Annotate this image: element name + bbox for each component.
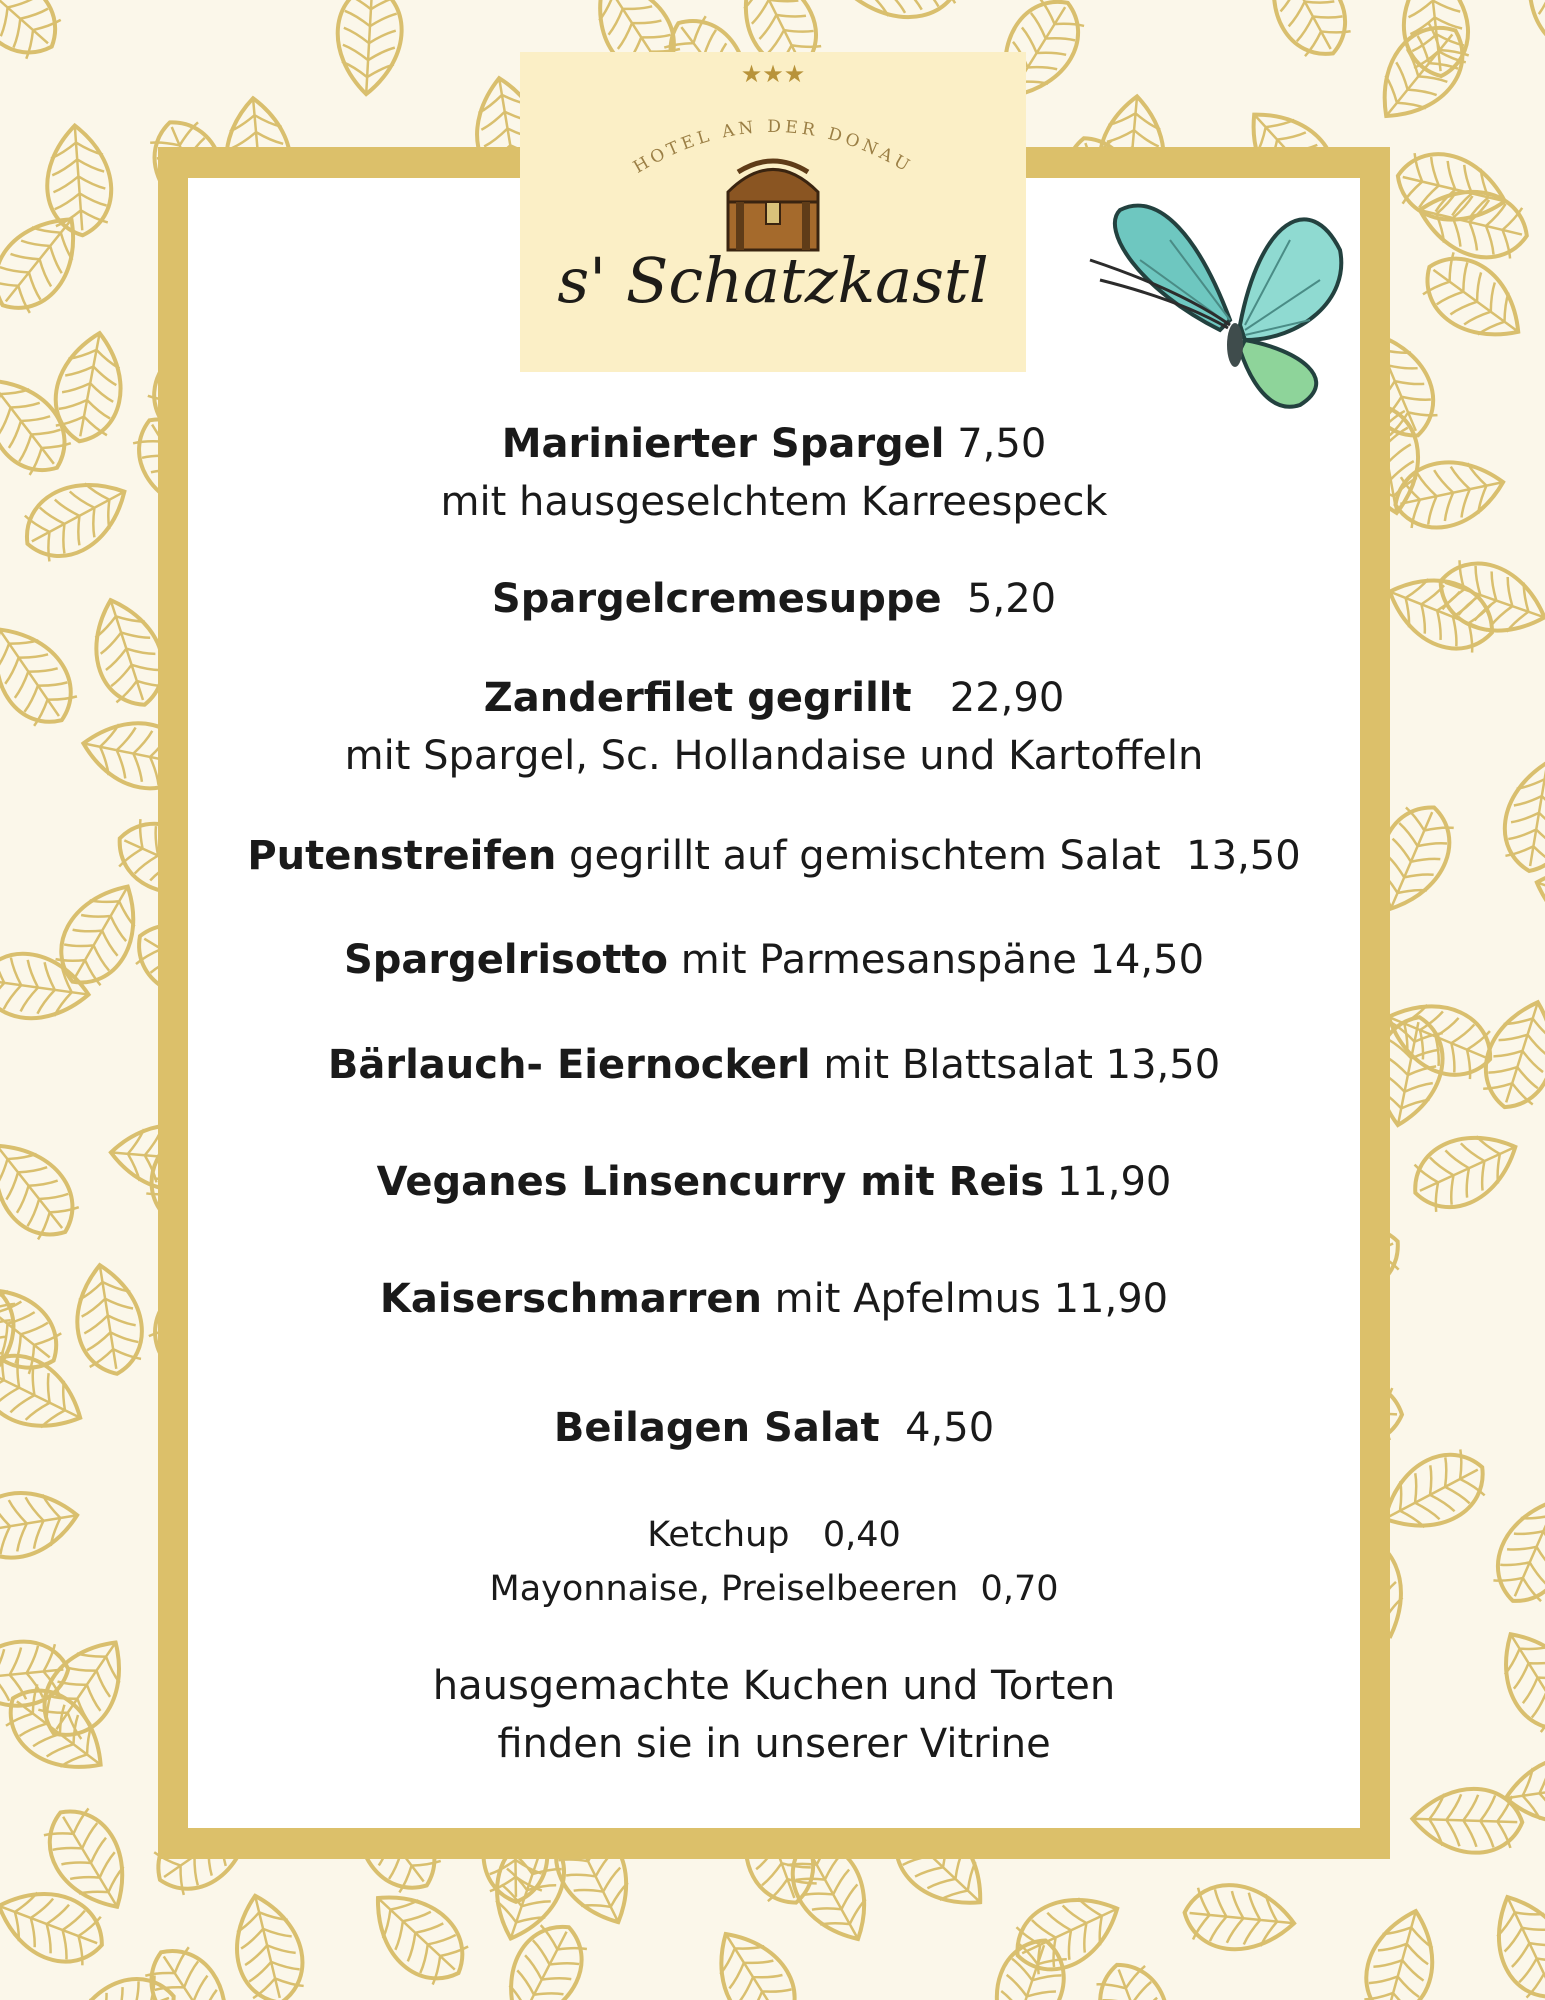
footer-line-2: finden sie in unserer Vitrine [497, 1721, 1051, 1767]
logo-arc-text: HOTEL AN DER DONAU [629, 116, 917, 178]
leaf-shape [847, 0, 967, 28]
menu-item-5: Spargelrisotto mit Parmesanspäne 14,50 [343, 937, 1205, 983]
leaf-shape [27, 1625, 142, 1752]
leaf-shape [334, 0, 404, 96]
leaf-shape [0, 743, 6, 866]
extra-mayonnaise: Mayonnaise, Preiselbeeren 0,70 [489, 1569, 1059, 1609]
leaf-shape [699, 1917, 812, 2000]
leaf-shape [1501, 1751, 1545, 1830]
leaf-shape [224, 1888, 312, 2000]
leaf-shape [1378, 562, 1504, 662]
treasure-chest-icon [728, 161, 818, 250]
hotel-logo [520, 52, 1026, 372]
leaf-shape [95, 0, 222, 20]
menu-item-8: Kaiserschmarren mit Apfelmus 11,90 [379, 1276, 1169, 1322]
leaf-shape [0, 72, 12, 198]
leaf-shape [0, 1484, 82, 1565]
leaf-shape [1402, 1118, 1529, 1222]
leaf-shape [1531, 1179, 1545, 1303]
leaf-shape [1479, 1883, 1545, 2000]
extra-ketchup: Ketchup 0,40 [647, 1515, 901, 1555]
leaf-shape [1474, 993, 1545, 1117]
leaf-shape [1252, 0, 1361, 69]
footer-line-1: hausgemachte Kuchen und Torten [432, 1663, 1116, 1709]
leaf-shape [48, 327, 131, 447]
menu-item-2: Spargelcremesuppe 5,20 [491, 576, 1057, 622]
leaf-shape [1087, 1954, 1186, 2000]
leaf-shape [12, 464, 139, 572]
leaf-shape [0, 1126, 90, 1252]
leaf-shape [1507, 0, 1545, 68]
leaf-shape [356, 1875, 480, 1997]
logo-name: s' Schatzkastl [557, 244, 989, 317]
leaf-shape [0, 1673, 120, 1790]
logo-stars: ★★★ [740, 60, 806, 88]
menu-item-1: Marinierter Spargel 7,50 [501, 421, 1047, 467]
leaf-shape [0, 0, 73, 71]
leaf-shape [1498, 757, 1545, 876]
leaf-shape [134, 1935, 248, 2000]
menu-item-6: Bärlauch- Eiernockerl mit Blattsalat 13,50 [327, 1042, 1221, 1088]
menu-item-3-description: mit Spargel, Sc. Hollandaise und Kartoffeln [344, 733, 1204, 779]
leaf-shape [1534, 21, 1545, 146]
menu-item-9: Beilagen Salat 4,50 [553, 1405, 995, 1451]
menu-item-7: Veganes Linsencurry mit Reis 11,90 [376, 1159, 1172, 1205]
leaf-shape [59, 1966, 184, 2000]
leaf-shape [1484, 1617, 1545, 1744]
leaf-shape [1181, 1881, 1297, 1955]
leaf-shape [1356, 1903, 1447, 2000]
leaf-shape [0, 1267, 74, 1385]
leaf-shape [0, 700, 12, 815]
leaf-shape [1411, 241, 1537, 357]
leaf-shape [68, 1260, 148, 1379]
menu-item-4: Putenstreifen gegrillt auf gemischtem Salat 13,50 [247, 833, 1301, 879]
menu-item-1-description: mit hausgeselchtem Karreespeck [440, 479, 1108, 525]
butterfly-icon [1080, 180, 1360, 410]
leaf-shape [0, 361, 82, 487]
leaf-shape [1484, 1487, 1545, 1613]
leaf-shape [1430, 551, 1545, 647]
menu-item-3: Zanderfilet gegrillt 22,90 [483, 675, 1065, 721]
leaf-shape [45, 871, 155, 998]
leaf-shape [0, 611, 88, 738]
